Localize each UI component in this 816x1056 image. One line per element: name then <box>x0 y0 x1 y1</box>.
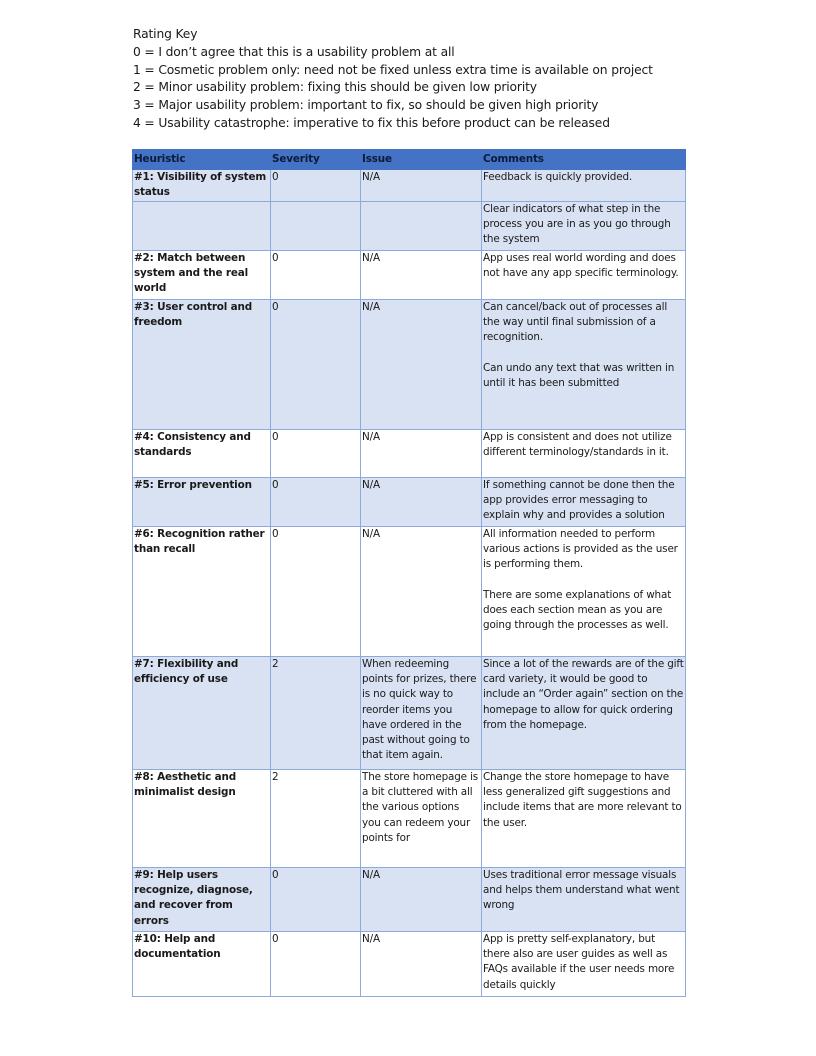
rating-key-item: 4 = Usability catastrophe: imperative to fix this before product can be released <box>133 115 610 130</box>
table-row <box>133 527 686 657</box>
header-comments: Comments <box>482 150 686 170</box>
table-row <box>133 170 686 202</box>
comments-cell: Uses traditional error message visuals and helps them understand what went wrong <box>482 868 686 932</box>
rating-key-item: 3 = Major usability problem: important to fix, so should be given high priority <box>133 98 599 113</box>
heuristic-cell: #4: Consistency and standards <box>133 430 271 478</box>
heuristic-cell: #5: Error prevention <box>133 478 271 527</box>
comments-cell: Can cancel/back out of processes all the way until final submission of a recognition. Can undo any text that was written in until it has been submitted <box>482 300 686 430</box>
issue-cell: N/A <box>361 300 482 430</box>
issue-cell: N/A <box>361 170 482 202</box>
issue-cell: N/A <box>361 932 482 997</box>
rating-key-item: 1 = Cosmetic problem only: need not be fixed unless extra time is available on project <box>133 62 653 77</box>
table-header-row <box>133 150 686 170</box>
comments-cell: App uses real world wording and does not have any app specific terminology. <box>482 251 686 300</box>
heuristic-cell: #10: Help and documentation <box>133 932 271 997</box>
severity-cell: 0 <box>271 868 361 932</box>
issue-cell: N/A <box>361 251 482 300</box>
rating-key-title: Rating Key <box>133 27 198 41</box>
table-row <box>133 478 686 527</box>
issue-cell <box>361 202 482 251</box>
heuristic-cell: #9: Help users recognize, diagnose, and recover from errors <box>133 868 271 932</box>
severity-cell: 0 <box>271 932 361 997</box>
comments-cell: Since a lot of the rewards are of the gift card variety, it would be good to include an “Order again” section on the homepage to allow for quick ordering from the homepage. <box>482 657 686 770</box>
table-row <box>133 430 686 478</box>
heuristic-cell: #7: Flexibility and efficiency of use <box>133 657 271 770</box>
severity-cell: 0 <box>271 170 361 202</box>
table-row <box>133 868 686 932</box>
rating-key-item: 2 = Minor usability problem: fixing this should be given low priority <box>133 80 537 95</box>
issue-cell: When redeeming points for prizes, there is no quick way to reorder items you have ordered in the past without going to that item again. <box>361 657 482 770</box>
comments-cell: If something cannot be done then the app provides error messaging to explain why and provides a solution <box>482 478 686 527</box>
table-row <box>133 657 686 770</box>
issue-cell: N/A <box>361 868 482 932</box>
comments-cell: App is consistent and does not utilize different terminology/standards in it. <box>482 430 686 478</box>
issue-cell: The store homepage is a bit cluttered with all the various options you can redeem your points for <box>361 770 482 868</box>
comments-cell: Change the store homepage to have less generalized gift suggestions and include items that are more relevant to the user. <box>482 770 686 868</box>
heuristic-cell <box>133 202 271 251</box>
comments-cell: App is pretty self-explanatory, but there also are user guides as well as FAQs available if the user needs more details quickly <box>482 932 686 997</box>
comments-cell: Clear indicators of what step in the process you are in as you go through the system <box>482 202 686 251</box>
header-issue: Issue <box>361 150 482 170</box>
issue-cell: N/A <box>361 527 482 657</box>
severity-cell: 2 <box>271 770 361 868</box>
table-row <box>133 202 686 251</box>
heuristic-cell: #2: Match between system and the real world <box>133 251 271 300</box>
severity-cell: 0 <box>271 251 361 300</box>
heuristic-cell: #1: Visibility of system status <box>133 170 271 202</box>
table-row <box>133 251 686 300</box>
comments-cell: Feedback is quickly provided. <box>482 170 686 202</box>
issue-cell: N/A <box>361 478 482 527</box>
table-row <box>133 300 686 430</box>
comments-cell: All information needed to perform various actions is provided as the user is performing them. There are some explanations of what does each section mean as you are going through the processes as well. <box>482 527 686 657</box>
heuristic-cell: #6: Recognition rather than recall <box>133 527 271 657</box>
header-heuristic: Heuristic <box>133 150 271 170</box>
rating-key <box>133 26 733 133</box>
table-row <box>133 770 686 868</box>
severity-cell <box>271 202 361 251</box>
heuristic-cell: #8: Aesthetic and minimalist design <box>133 770 271 868</box>
table-row <box>133 932 686 997</box>
severity-cell: 0 <box>271 430 361 478</box>
heuristic-cell: #3: User control and freedom <box>133 300 271 430</box>
header-severity: Severity <box>271 150 361 170</box>
rating-key-item: 0 = I don’t agree that this is a usability problem at all <box>133 44 455 59</box>
issue-cell: N/A <box>361 430 482 478</box>
severity-cell: 2 <box>271 657 361 770</box>
severity-cell: 0 <box>271 527 361 657</box>
severity-cell: 0 <box>271 300 361 430</box>
heuristic-evaluation-table <box>132 149 686 997</box>
severity-cell: 0 <box>271 478 361 527</box>
